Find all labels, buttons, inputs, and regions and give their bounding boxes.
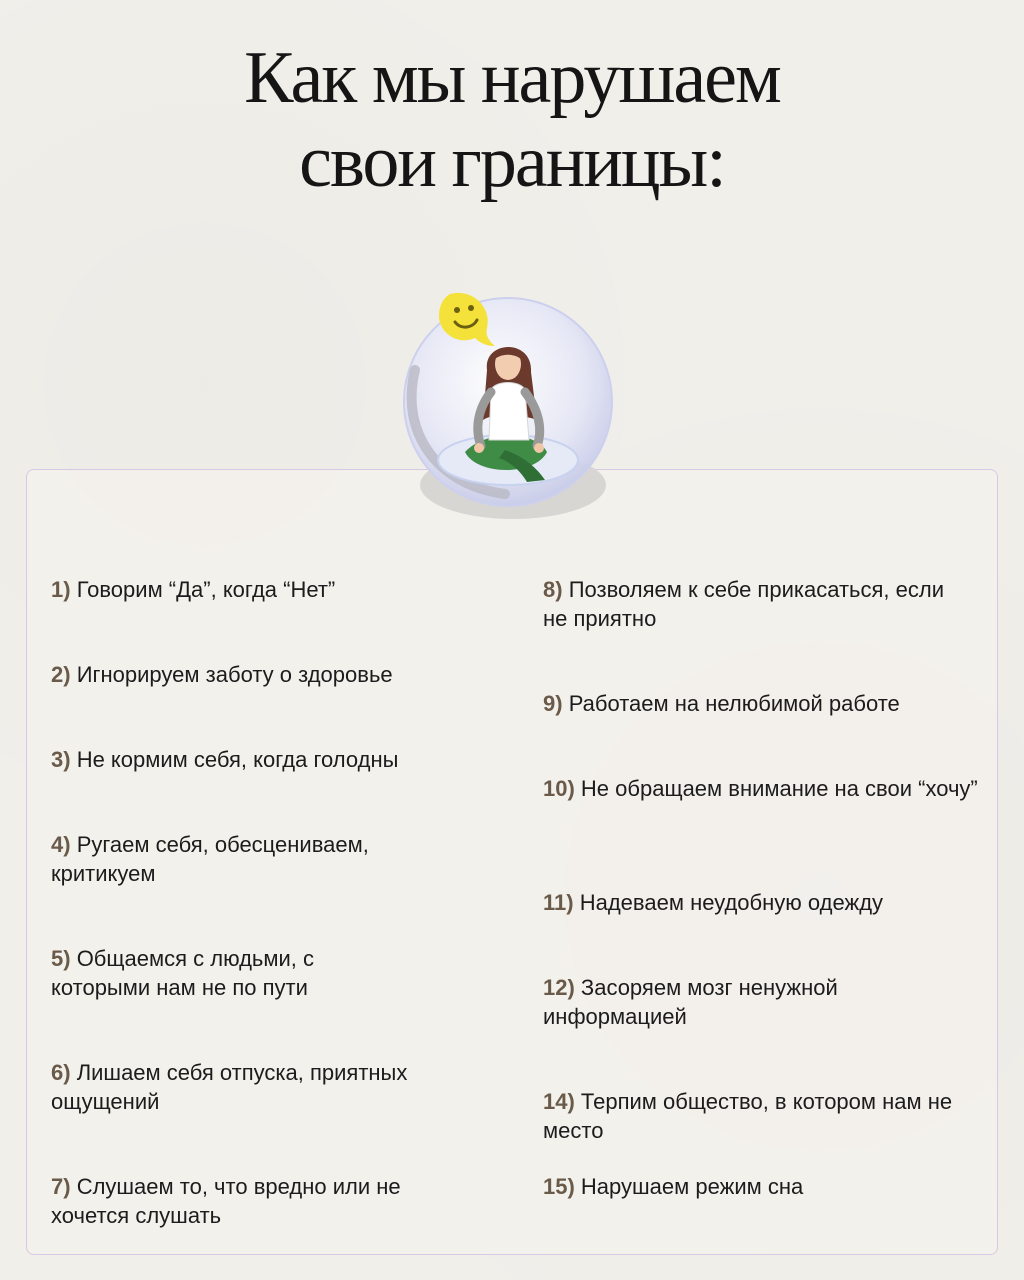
list-item-7: 7) Слушаем то, что вредно или не хочется слушать bbox=[51, 1174, 401, 1228]
page-title bbox=[0, 36, 1024, 204]
list-item-5: 5) Общаемся с людьми, с которыми нам не по пути bbox=[51, 946, 315, 1000]
title-line-1: Как мы нарушаем bbox=[244, 37, 780, 119]
list-item-15: 15) Нарушаем режим сна bbox=[543, 1174, 804, 1199]
title-line-2: свои границы: bbox=[299, 121, 725, 203]
list-item-4: 4) Ругаем себя, обесцениваем, критикуем bbox=[51, 832, 369, 886]
list-item-1: 1) Говорим “Да”, когда “Нет” bbox=[51, 577, 336, 602]
list-item-14: 14) Терпим общество, в котором нам не место bbox=[543, 1089, 953, 1143]
list-item-8: 8) Позволяем к себе прикасаться, если не приятно bbox=[543, 577, 944, 631]
list-item-9: 9) Работаем на нелюбимой работе bbox=[543, 691, 900, 716]
meditating-woman-in-bubble-icon bbox=[395, 280, 625, 530]
list-item-3: 3) Не кормим себя, когда голодны bbox=[51, 747, 399, 772]
list-item-11: 11) Надеваем неудобную одежду bbox=[543, 890, 884, 915]
list-item-2: 2) Игнорируем заботу о здоровье bbox=[51, 662, 393, 687]
list-item-12: 12) Засоряем мозг ненужной информацией bbox=[543, 975, 838, 1029]
list-item-10: 10) Не обращаем внимание на свои “хочу” bbox=[543, 776, 978, 801]
list-item-6: 6) Лишаем себя отпуска, приятных ощущений bbox=[51, 1060, 408, 1114]
